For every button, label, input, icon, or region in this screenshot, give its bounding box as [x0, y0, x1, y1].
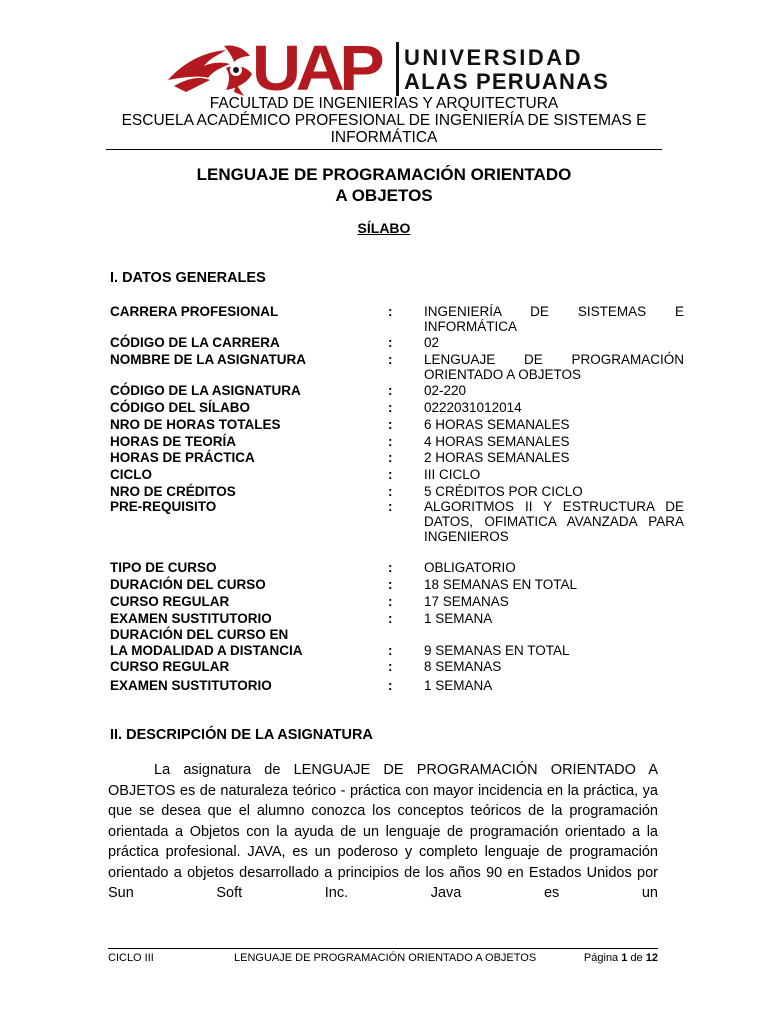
data-row-colon: :	[388, 678, 393, 693]
data-row-value: ALGORITMOS II Y ESTRUCTURA DE DATOS, OFIMATICA AVANZADA PARA INGENIEROS	[424, 499, 684, 544]
header-divider	[106, 149, 662, 150]
data-row-value: LENGUAJE DE PROGRAMACIÓN ORIENTADO A OBJETOS	[424, 352, 684, 382]
university-name-line1: UNIVERSIDAD	[404, 45, 584, 70]
footer-page-total: 12	[645, 952, 658, 964]
data-row-value: 6 HORAS SEMANALES	[424, 417, 570, 432]
data-row-colon: :	[388, 499, 393, 514]
data-row-label: HORAS DE PRÁCTICA	[110, 450, 255, 465]
data-row-value: 18 SEMANAS EN TOTAL	[424, 577, 578, 592]
data-row-label: CICLO	[110, 467, 152, 482]
data-row-colon: :	[388, 659, 393, 674]
section-heading-descripcion: II. DESCRIPCIÓN DE LA ASIGNATURA	[110, 727, 373, 743]
footer-page-current: 1	[621, 952, 628, 964]
section-heading-datos-generales: I. DATOS GENERALES	[110, 270, 266, 286]
data-row-label: DURACIÓN DEL CURSO	[110, 577, 266, 592]
data-row-value: 8 SEMANAS	[424, 659, 502, 674]
data-row-colon: :	[388, 400, 393, 415]
university-name-line2: ALAS PERUANAS	[404, 69, 610, 94]
data-row-colon: :	[388, 352, 393, 367]
data-row-colon: :	[388, 304, 393, 319]
data-row-colon: :	[388, 335, 393, 350]
logo-acronym: UAP	[252, 32, 380, 104]
footer-ciclo: CICLO III	[108, 952, 154, 964]
logo-divider	[396, 42, 399, 96]
data-row-label: CÓDIGO DEL SÍLABO	[110, 400, 251, 415]
data-row-colon: :	[388, 577, 393, 592]
data-row-value: INGENIERÍA DE SISTEMAS E INFORMÁTICA	[424, 304, 684, 334]
data-row-label: CÓDIGO DE LA ASIGNATURA	[110, 383, 301, 398]
footer-page-word: Página	[583, 952, 619, 964]
data-row-colon: :	[388, 643, 393, 658]
data-row-colon: :	[388, 484, 393, 499]
data-row-label: EXAMEN SUSTITUTORIO	[110, 611, 272, 626]
data-row-label: NRO DE CRÉDITOS	[110, 484, 236, 499]
data-row-value: OBLIGATORIO	[424, 560, 516, 575]
footer-page-number	[584, 952, 658, 964]
data-row-label: CURSO REGULAR	[110, 594, 230, 609]
data-row-colon: :	[388, 434, 393, 449]
data-row-colon: :	[388, 611, 393, 626]
data-row-value: 4 HORAS SEMANALES	[424, 434, 570, 449]
data-row-colon: :	[388, 594, 393, 609]
footer-course-name: LENGUAJE DE PROGRAMACIÓN ORIENTADO A OBJETOS	[234, 952, 537, 964]
course-description-text: La asignatura de LENGUAJE DE PROGRAMACIÓN ORIENTADO A OBJETOS es de naturaleza teórico - práctica con mayor incidencia en la práctica, ya que se desea que el alumno conozca los conceptos teóricos de la programación orientada a Objetos con la ayuda de un lenguaje de programación orientado a la práctica profesional. JAVA, es un poderoso y completo lenguaje de programación orientado a objetos desarrollado a principios de los años 90 en Estados Unidos por Sun Soft Inc. Java es un	[108, 762, 658, 901]
faculty-header	[106, 95, 662, 146]
data-row-colon: :	[388, 467, 393, 482]
data-row-value: 17 SEMANAS	[424, 594, 509, 609]
data-row-label: LA MODALIDAD A DISTANCIA	[110, 643, 303, 658]
data-row-value: 5 CRÉDITOS POR CICLO	[424, 484, 583, 499]
data-row-value: 02	[424, 335, 440, 350]
document-type: SÍLABO	[357, 220, 411, 236]
data-row-value: 9 SEMANAS EN TOTAL	[424, 643, 570, 658]
data-row-label: CÓDIGO DE LA CARRERA	[110, 335, 280, 350]
data-row-label: EXAMEN SUSTITUTORIO	[110, 678, 272, 693]
course-description	[108, 760, 658, 904]
data-row-label: CURSO REGULAR	[110, 659, 230, 674]
footer-divider	[108, 948, 658, 949]
data-row-value: III CICLO	[424, 467, 481, 482]
data-row-label: CARRERA PROFESIONAL	[110, 304, 279, 319]
data-row-label: NOMBRE DE LA ASIGNATURA	[110, 352, 306, 367]
data-row-value: 02-220	[424, 383, 467, 398]
data-row-colon: :	[388, 450, 393, 465]
data-row-value: 1 SEMANA	[424, 611, 493, 626]
data-row-label: DURACIÓN DEL CURSO EN	[110, 627, 289, 642]
school-name: ESCUELA ACADÉMICO PROFESIONAL DE INGENIERÍA DE SISTEMAS E INFORMÁTICA	[121, 112, 647, 146]
data-row-label: TIPO DE CURSO	[110, 560, 217, 575]
data-row-colon: :	[388, 417, 393, 432]
data-row-colon: :	[388, 383, 393, 398]
data-row-label: NRO DE HORAS TOTALES	[110, 417, 281, 432]
data-row-label: HORAS DE TEORÍA	[110, 434, 237, 449]
data-row-colon: :	[388, 560, 393, 575]
footer-page-of: de	[630, 952, 643, 964]
data-row-value: 2 HORAS SEMANALES	[424, 450, 570, 465]
data-row-label: PRE-REQUISITO	[110, 499, 217, 514]
course-title: LENGUAJE DE PROGRAMACIÓN ORIENTADO A OBJETOS	[196, 165, 572, 205]
data-row-value: 1 SEMANA	[424, 678, 493, 693]
faculty-name: FACULTAD DE INGENIERIAS Y ARQUITECTURA	[209, 95, 559, 112]
data-row-value: 0222031012014	[424, 400, 522, 415]
